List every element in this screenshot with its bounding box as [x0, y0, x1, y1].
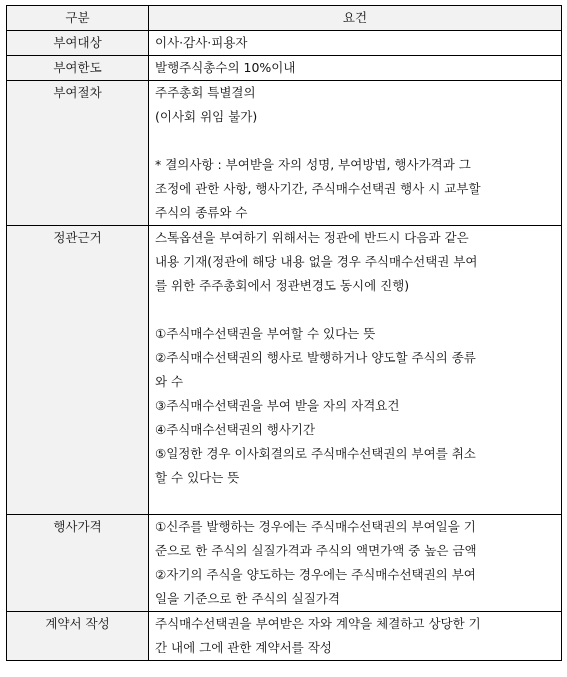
row-content	[149, 612, 562, 661]
content-line: ②주식매수선택권의 행사로 발행하거나 양도할 주식의 종류	[155, 350, 476, 365]
row-label: 부여절차	[7, 81, 149, 226]
row-content	[149, 515, 562, 612]
content-line: 조정에 관한 사항, 행사기간, 주식매수선택권 행사 시 교부할	[155, 181, 481, 196]
blank-line	[155, 490, 555, 514]
table-row-grant-limit	[7, 56, 562, 81]
content-line: 주식매수선택권을 부여받은 자와 계약을 체결하고 상당한 기	[155, 616, 481, 631]
row-label: 행사가격	[7, 515, 149, 612]
content-line: 이사·감사·피용자	[155, 35, 248, 50]
table-row-articles-basis	[7, 226, 562, 515]
row-content	[149, 226, 562, 515]
blank-line	[155, 298, 555, 322]
content-line: ⑤일정한 경우 이사회결의로 주식매수선택권의 부여를 취소	[155, 446, 476, 461]
content-line: 와 수	[155, 374, 184, 389]
header-requirement: 요건	[149, 6, 562, 31]
table-row-contract	[7, 612, 562, 661]
content-line: * 결의사항 : 부여받을 자의 성명, 부여방법, 행사가격과 그	[155, 157, 471, 172]
content-line: 준으로 한 주식의 실질가격과 주식의 액면가액 중 높은 금액	[155, 543, 477, 558]
content-line: 내용 기재(정관에 해당 내용 없을 경우 주식매수선택권 부여	[155, 254, 478, 269]
content-line: 스톡옵션을 부여하기 위해서는 정관에 반드시 다음과 같은	[155, 230, 469, 245]
row-content	[149, 56, 562, 81]
row-label: 정관근거	[7, 226, 149, 515]
content-line: 발행주식총수의 10%이내	[155, 60, 296, 75]
content-line: 간 내에 그에 관한 계약서를 작성	[155, 640, 332, 655]
row-content	[149, 81, 562, 226]
content-line: ①주식매수선택권을 부여할 수 있다는 뜻	[155, 326, 376, 341]
requirements-table	[6, 5, 562, 661]
content-line: 할 수 있다는 뜻	[155, 470, 240, 485]
content-line: ②자기의 주식을 양도하는 경우에는 주식매수선택권의 부여	[155, 567, 476, 582]
row-label: 부여대상	[7, 31, 149, 56]
content-line: 주주총회 특별결의	[155, 85, 256, 100]
table-row-grant-target	[7, 31, 562, 56]
table-row-exercise-price	[7, 515, 562, 612]
row-content	[149, 31, 562, 56]
content-line: ①신주를 발행하는 경우에는 주식매수선택권의 부여일을 기	[155, 519, 476, 534]
row-label: 계약서 작성	[7, 612, 149, 661]
content-line: (이사회 위임 불가)	[155, 109, 258, 124]
content-line: 를 위한 주주총회에서 정관변경도 동시에 진행)	[155, 278, 410, 293]
row-label: 부여한도	[7, 56, 149, 81]
table-row-grant-procedure	[7, 81, 562, 226]
header-category: 구분	[7, 6, 149, 31]
blank-line	[155, 129, 555, 153]
content-line: ④주식매수선택권의 행사기간	[155, 422, 316, 437]
content-line: ③주식매수선택권을 부여 받을 자의 자격요건	[155, 398, 400, 413]
table-header-row	[7, 6, 562, 31]
content-line: 주식의 종류와 수	[155, 205, 248, 220]
content-line: 일을 기준으로 한 주식의 실질가격	[155, 591, 340, 606]
